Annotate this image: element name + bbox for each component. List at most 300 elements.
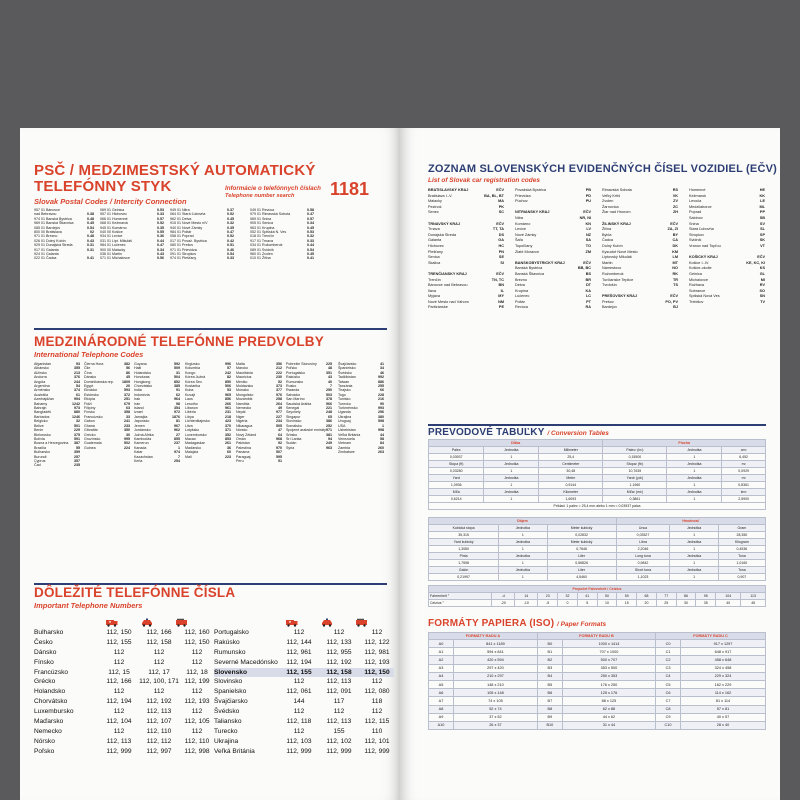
table-cell: 28,350 xyxy=(718,532,765,539)
intl-entry-code: 381 xyxy=(326,432,332,437)
ecv-entry-code: MI xyxy=(760,277,765,282)
ecv-entry-name: Kežmarok xyxy=(689,193,707,198)
phone-row xyxy=(34,677,214,687)
ecv-entry-code: RV xyxy=(759,283,765,288)
table-cell: 44 x 62 xyxy=(562,713,655,721)
postal-entry-name: 900 00 Malacky xyxy=(100,247,126,252)
intl-subtitle: International Telephone Codes xyxy=(34,350,144,359)
intl-entry-code: 43 xyxy=(328,375,332,380)
ecv-entry-code: SN xyxy=(759,294,765,299)
intl-entry-code: 598 xyxy=(378,419,384,424)
phone-number: 112, 144 xyxy=(286,638,312,646)
postal-entry-code: 0.44 xyxy=(307,243,314,248)
ecv-entry-name: PREŠOVSKÝ KRAJ xyxy=(602,294,638,299)
ecv-entry-code: TV xyxy=(760,299,765,304)
table-row xyxy=(429,600,766,607)
intl-entry-code: 370 xyxy=(225,423,231,428)
table-cell: 40 x 57 xyxy=(681,713,766,721)
intl-entry-name: Gabon xyxy=(84,419,95,424)
phone-number: 112, 15 xyxy=(108,668,130,676)
intl-entry-name: Kórea Sev. xyxy=(185,379,203,384)
ecv-entry-name: Prešov xyxy=(602,299,614,304)
ecv-entry-code: EČV xyxy=(496,221,504,226)
table-cell: 0,15500 xyxy=(603,454,667,461)
country-name: Taliansko xyxy=(214,718,242,726)
table-row xyxy=(429,546,766,553)
intl-entry-name: Senegal xyxy=(286,406,300,411)
table-cell: Jednotka xyxy=(499,567,547,574)
table-cell: Kilogram xyxy=(718,539,765,546)
postal-entry-code: 0.57 xyxy=(307,216,314,221)
paper-subtitle: Paper Formats xyxy=(560,621,607,628)
important-table-right xyxy=(214,628,394,757)
table-cell: m² xyxy=(722,475,766,482)
phone-number: 112, 999 xyxy=(364,747,390,755)
intl-entry-code: 46 xyxy=(380,370,384,375)
ecv-entry-name: Vranov nad Topľou xyxy=(689,243,721,248)
phone-number: 112, 192 xyxy=(146,698,172,706)
intl-entry-code: 963 xyxy=(326,445,332,450)
ecv-entry-code: LC xyxy=(585,294,591,299)
intl-entry-name: Grécko xyxy=(84,432,96,437)
country-name: Fínsko xyxy=(34,658,54,666)
postal-entry-code: 0.54 xyxy=(307,247,314,252)
intl-entry-name: Mozambik xyxy=(236,397,253,402)
ecv-entry-code: PE xyxy=(498,305,504,310)
table-cell: 45 xyxy=(741,600,766,607)
ecv-entry-name: Michalovce xyxy=(689,277,708,282)
postal-entry-code: 0.41 xyxy=(87,256,94,261)
intl-entry-code: 506 xyxy=(225,384,231,389)
intl-entry-code: 20 xyxy=(126,384,130,389)
table-cell: 353 x 500 xyxy=(562,664,655,672)
table-cell: B2 xyxy=(537,656,562,664)
table-group-head: Prepočet Fahrenheit / Celzius xyxy=(429,586,766,593)
postal-entry-code: 0.41 xyxy=(307,256,314,261)
ecv-entry-code: KS xyxy=(759,266,765,271)
postal-entry-code: 0.44 xyxy=(157,238,164,243)
intl-entry-code: 351 xyxy=(326,370,332,375)
table-cell: Jednotka xyxy=(670,539,718,546)
intl-entry-code: 251 xyxy=(124,397,130,402)
phone-number: 112, 122 xyxy=(364,638,390,646)
ecv-entry-name: Svidník xyxy=(689,238,702,243)
postal-entry-code: 0.36 xyxy=(157,234,164,239)
postal-entry-code: 0.38 xyxy=(87,212,94,217)
intl-column xyxy=(34,362,80,468)
conversion-table xyxy=(428,439,766,510)
phone-number: 112, 155 xyxy=(106,638,132,646)
intl-entry-code: 356 xyxy=(276,362,282,366)
table-cell: 30,48 xyxy=(539,468,603,475)
table-cell: 41 xyxy=(577,593,597,600)
ecv-entry-name: Košice-okolie xyxy=(689,266,712,271)
table-cell: 23 xyxy=(538,593,558,600)
intl-entry-code: 976 xyxy=(276,392,282,397)
table-cell: 0,03280 xyxy=(429,468,484,475)
phone-row xyxy=(214,737,394,747)
table-cell: 707 x 1000 xyxy=(562,648,655,656)
intl-entry-code: 36 xyxy=(227,445,231,450)
ecv-entry-name: KOŠICKÝ KRAJ xyxy=(689,255,718,260)
intl-entry xyxy=(84,446,130,450)
intl-entry-code: 263 xyxy=(378,450,384,455)
intl-entry-name: Švédsko xyxy=(338,370,352,375)
ecv-entry-name: Malacky xyxy=(428,199,442,204)
table-cell: 917 x 1297 xyxy=(681,640,766,648)
ecv-entry-name: Trebišov xyxy=(689,299,704,304)
intl-entry-name: Spojené arabské emiráty xyxy=(286,428,326,433)
intl-entry-code: 64 xyxy=(278,432,282,437)
table-cell: 1 xyxy=(484,468,539,475)
intl-entry-name: Luxembursko xyxy=(185,432,207,437)
intl-entry-name: Španielsko xyxy=(338,366,356,371)
intl-entry-code: 57 xyxy=(227,366,231,371)
phone-row xyxy=(214,707,394,717)
table-cell: 68 xyxy=(637,593,657,600)
ecv-entry-name: Revúca xyxy=(515,305,528,310)
phone-row xyxy=(214,677,394,687)
phone-number: 112 xyxy=(153,648,165,656)
intl-entry-name: Madagaskar xyxy=(185,441,205,446)
intl-entry xyxy=(236,459,282,463)
intl-entry-code: 509 xyxy=(174,366,180,371)
country-name: Švajčiarsko xyxy=(214,698,248,706)
fire-truck-icon xyxy=(176,614,188,623)
country-name: Portugalsko xyxy=(214,629,249,636)
postal-entry-code: 0.32 xyxy=(307,234,314,239)
intl-entry-code: 1 xyxy=(382,423,384,428)
ecv-entry-name: BANSKOBYSTRICKÝ KRAJ xyxy=(515,260,565,265)
table-cell: 62 x 88 xyxy=(562,705,655,713)
ecv-entry-name: Rimavská Sobota xyxy=(602,188,632,192)
table-row xyxy=(429,697,766,705)
postal-entry-code: 0.31 xyxy=(87,243,94,248)
table-cell: 2,2046 xyxy=(616,546,670,553)
postal-entry-code: 0.34 xyxy=(307,221,314,226)
table-cell: 1 xyxy=(499,546,547,553)
intl-entry-code: 998 xyxy=(378,428,384,433)
table-row xyxy=(429,461,766,468)
intl-entry-code: 386 xyxy=(326,419,332,424)
intl-entry-name: Austrália xyxy=(34,392,48,397)
intl-entry-code: 212 xyxy=(276,366,282,371)
country-name: Severné Macedónsko xyxy=(214,658,278,666)
ecv-entry xyxy=(515,305,591,311)
ecv-entry-code: VK xyxy=(672,193,678,198)
intl-entry-code: 56 xyxy=(126,366,130,371)
intl-entry-name: Turecko xyxy=(338,401,351,406)
ecv-entry-code: DK xyxy=(672,243,678,248)
table-cell: C7 xyxy=(656,697,681,705)
table-cell: Meter kubický xyxy=(547,539,616,546)
intl-entry-name: Bahamy xyxy=(34,401,48,406)
postal-entry-code: 0.37 xyxy=(227,208,234,212)
table-cell: Yard² (yd²) xyxy=(603,475,667,482)
table-row xyxy=(429,593,766,600)
intl-entry-name: Island xyxy=(134,406,144,411)
intl-entry-code: 30 xyxy=(126,432,130,437)
intl-entry-name: Srbsko xyxy=(286,432,298,437)
intl-entry-code: 501 xyxy=(74,423,80,428)
intl-entry-code: 7 xyxy=(178,454,180,459)
ecv-entry-name: Čadca xyxy=(602,238,613,243)
intl-entry-code: 31 xyxy=(176,370,180,375)
ecv-entry-name: Pezinok xyxy=(428,204,442,209)
table-cell: 86 xyxy=(676,593,696,600)
intl-entry-code: 1242 xyxy=(72,401,80,406)
ecv-entry-name: Poltár xyxy=(515,299,525,304)
paper-title: FORMÁTY PAPIERA (ISO) xyxy=(428,618,555,629)
table-cell: Jednotka xyxy=(667,461,722,468)
intl-entry-code: 32 xyxy=(76,419,80,424)
intl-entry-name: Hongkong xyxy=(134,379,151,384)
table-row xyxy=(429,713,766,721)
intl-entry-code: 258 xyxy=(276,397,282,402)
ecv-entry-code: BR xyxy=(585,277,591,282)
intl-entry-name: Chorvátsko xyxy=(134,384,153,389)
ecv-entry-name: Humenné xyxy=(689,188,706,192)
table-cell: B1 xyxy=(537,648,562,656)
phone-number: 112, 155 xyxy=(286,668,312,676)
table-cell: 10 xyxy=(597,600,617,607)
ecv-entry-code: KK xyxy=(759,193,765,198)
intl-entry-code: 256 xyxy=(378,410,384,415)
ecv-entry-name: Brezno xyxy=(515,277,528,282)
intl-entry-code: 84 xyxy=(380,441,384,446)
postal-entry-name: 068 01 Kežmarok xyxy=(100,221,129,226)
postal-entry-name: 034 01 Ružomberok xyxy=(250,243,283,248)
table-cell: B7 xyxy=(537,697,562,705)
phone-number: 112, 17 xyxy=(148,668,170,676)
table-cell: 176 x 250 xyxy=(562,680,655,688)
ecv-entry-name: Dunajská Streda xyxy=(428,232,457,237)
intl-entry-name: Litva xyxy=(185,423,193,428)
phone-number: 112, 18 xyxy=(186,668,208,676)
ecv-entry-code: DT xyxy=(585,283,591,288)
intl-entry-name: Peru xyxy=(236,458,244,463)
ecv-entry-name: Hlohovec xyxy=(428,243,444,248)
postal-entry-code: 0.56 xyxy=(157,256,164,261)
ecv-entry-name: Komárno xyxy=(515,221,531,226)
ecv-entry-name: Ružomberok xyxy=(602,271,624,276)
postal-entry-name: 963 01 Krupina xyxy=(250,225,275,230)
intl-entry-code: 593 xyxy=(124,388,130,393)
postal-title-line1: PSČ / MEDZIMESTSKÝ AUTOMATICKÝ xyxy=(34,162,316,179)
ecv-entry-name: TRNAVSKÝ KRAJ xyxy=(428,221,460,226)
intl-entry-name: Namíbia xyxy=(236,401,250,406)
table-cell: 81 x 114 xyxy=(681,697,766,705)
table-row xyxy=(429,672,766,680)
intl-entry-name: Gibraltár xyxy=(84,428,98,433)
ecv-entry-code: SA xyxy=(585,238,591,243)
intl-entry-name: Poľsko xyxy=(286,366,298,371)
postal-entry-name: 905 01 Senica xyxy=(250,221,273,226)
intl-entry-name: Bielorusko xyxy=(34,432,51,437)
intl-entry-name: Uganda xyxy=(338,410,351,415)
ecv-entry-code: TO xyxy=(585,243,591,248)
intl-entry-code: 41 xyxy=(380,362,384,366)
ecv-entry-code: SC xyxy=(498,210,504,215)
ecv-entry-name: Detva xyxy=(515,283,525,288)
phone-number: 112, 158 xyxy=(146,638,172,646)
country-name: Nórsko xyxy=(34,737,55,745)
intl-entry-name: Zambia xyxy=(338,445,350,450)
intl-entry-name: Azerbajdžan xyxy=(34,397,54,402)
table-cell: 50 xyxy=(597,593,617,600)
intl-entry-name: Argentína xyxy=(34,384,50,389)
intl-entry-code: 595 xyxy=(276,454,282,459)
table-cell: m² xyxy=(722,461,766,468)
intl-entry-name: Saudská Arábia xyxy=(286,401,312,406)
intl-entry-code: 47 xyxy=(278,428,282,433)
intl-entry-code: 377 xyxy=(276,388,282,393)
intl-entry-code: 372 xyxy=(124,392,130,397)
intl-entry-code: 58 xyxy=(380,436,384,441)
intl-entry-name: Bosna a Hercegovina xyxy=(34,441,69,446)
table-row xyxy=(429,656,766,664)
ecv-entry-code: KE, KC, KI xyxy=(746,260,765,265)
intl-entry-code: 98 xyxy=(176,401,180,406)
ecv-entry-code: RA xyxy=(585,305,591,310)
conversion-table xyxy=(428,517,766,581)
table-cell: Yard kubický xyxy=(429,539,499,546)
intl-entry-code: 45 xyxy=(126,375,130,380)
intl-entry-code: 90 xyxy=(380,401,384,406)
postal-entry-code: 0.35 xyxy=(157,225,164,230)
table-row xyxy=(429,468,766,475)
ecv-entry-code: EČV xyxy=(583,260,591,265)
ecv-entry-code: BB, BC xyxy=(577,266,591,271)
ecv-entry-code: BN xyxy=(498,283,504,288)
postal-entry-name: 940 01 Nové Zámky xyxy=(170,225,203,230)
ecv-entry-code: ML xyxy=(759,204,765,209)
country-name: Luxembursko xyxy=(34,708,74,716)
table-row xyxy=(429,489,766,496)
intl-entry-name: Turkménsko xyxy=(338,406,358,411)
intl-entry-name: Mauritánia xyxy=(236,370,253,375)
table-cell: Centimeter xyxy=(539,461,603,468)
ecv-entry-code: TS xyxy=(673,283,678,288)
ecv-entry-name: Zlaté Moravce xyxy=(515,249,540,254)
table-cell: 324 x 458 xyxy=(681,664,766,672)
ecv-entry-name: Turčianske Teplice xyxy=(602,277,634,282)
intl-entry-name: Laos xyxy=(185,397,193,402)
postal-entry-code: 0.53 xyxy=(157,208,164,212)
intl-entry-code: 228 xyxy=(378,392,384,397)
table-cell: B9 xyxy=(537,713,562,721)
intl-entry-name: Benin xyxy=(34,428,44,433)
ecv-entry-code: EČV xyxy=(583,210,591,215)
table-cell: 88 x 125 xyxy=(562,697,655,705)
right-page xyxy=(400,128,780,800)
phone-row xyxy=(34,747,214,757)
ecv-entry-name: Námestovo xyxy=(602,266,622,271)
postal-entry-code: 0.45 xyxy=(87,221,94,226)
intl-entry-code: 250 xyxy=(326,388,332,393)
table-cell: B4 xyxy=(537,672,562,680)
phone-number: 155 xyxy=(333,727,345,735)
postal-entry-name: 969 01 Banská Štiavnica xyxy=(34,221,74,226)
ecv-entry-name: Bánovce nad Bebravou xyxy=(428,283,468,288)
intl-entry-code: 254 xyxy=(174,458,180,463)
ecv-entry-code: KM xyxy=(672,249,678,254)
country-name: Turecko xyxy=(214,727,238,735)
table-cell: B6 xyxy=(537,689,562,697)
table-cell: 229 x 324 xyxy=(681,672,766,680)
ecv-entry-name: Kysucké Nové Mesto xyxy=(602,249,638,254)
table-cell: 2,5900 xyxy=(722,496,766,503)
intl-entry-name: Panama xyxy=(236,450,250,455)
ecv-entry-code: ZC xyxy=(672,204,678,209)
ecv-entry-code: EČV xyxy=(670,294,678,299)
intl-entry-code: 971 xyxy=(326,428,332,433)
intl-entry-code: 27 xyxy=(176,432,180,437)
intl-entry-name: Čile xyxy=(84,366,91,371)
table-cell: 1 xyxy=(670,546,718,553)
table-cell: 841 x 1189 xyxy=(454,640,538,648)
table-cell: 0,0929 xyxy=(722,468,766,475)
ecv-entry-code: SB xyxy=(759,215,765,220)
intl-entry-code: 852 xyxy=(174,379,180,384)
phone-row xyxy=(214,648,394,658)
table-row xyxy=(429,532,766,539)
phone-number: 112, 981 xyxy=(364,648,390,656)
table-row xyxy=(429,664,766,672)
ecv-entry-code: PB xyxy=(585,188,591,192)
table-cell: Long tona xyxy=(616,553,670,560)
table-cell: Jednotka xyxy=(670,553,718,560)
intl-column xyxy=(185,362,231,459)
intl-entry-code: 679 xyxy=(124,401,130,406)
ecv-entry-name: Banská Štiavnica xyxy=(515,271,545,276)
intl-entry-name: Monako xyxy=(236,388,249,393)
paper-heading xyxy=(428,618,606,629)
postal-entry-code: 0.53 xyxy=(307,230,314,235)
country-name: Rumunsko xyxy=(214,648,246,656)
intl-entry-name: Veľká Británia xyxy=(338,432,361,437)
postal-entry-name: 984 01 Lučenec xyxy=(100,243,126,248)
table-cell: 104 xyxy=(716,593,741,600)
phone-number: 112, 150 xyxy=(364,668,390,676)
table-cell: A6 xyxy=(429,689,454,697)
intl-entry-name: Seychely xyxy=(286,410,301,415)
ecv-entry-name: Liptovský Mikuláš xyxy=(602,255,632,260)
intl-entry-name: Čína xyxy=(84,370,92,375)
intl-entry-name: Francúzsko xyxy=(84,414,103,419)
intl-entry-name: Bolívia xyxy=(34,436,45,441)
phone-row xyxy=(34,658,214,668)
intl-entry-code: 387 xyxy=(74,441,80,446)
table-cell: 35 xyxy=(696,600,716,607)
intl-entry xyxy=(34,463,80,467)
postal-entry-code: 0.58 xyxy=(307,208,314,212)
intl-entry-name: Moldavsko xyxy=(236,384,254,389)
table-cell: B5 xyxy=(537,680,562,688)
ecv-entry-name: BRATISLAVSKÝ KRAJ xyxy=(428,188,469,192)
table-group-head: FORMÁTY RADU B xyxy=(537,633,655,640)
table-cell: -20 xyxy=(492,600,515,607)
ecv-entry-name: Galanta xyxy=(428,238,442,243)
phone-number: 112 xyxy=(113,658,125,666)
table-group-head: FORMÁTY RADU A xyxy=(429,633,538,640)
table-cell: Liter xyxy=(547,553,616,560)
ecv-entry-name: Bardejov xyxy=(602,305,617,310)
phone-number: 112, 102 xyxy=(326,737,352,745)
postal-entry-code: 0.33 xyxy=(157,212,164,217)
intl-entry-name: Indonézia xyxy=(134,392,150,397)
intl-entry-name: Irán xyxy=(134,401,141,406)
